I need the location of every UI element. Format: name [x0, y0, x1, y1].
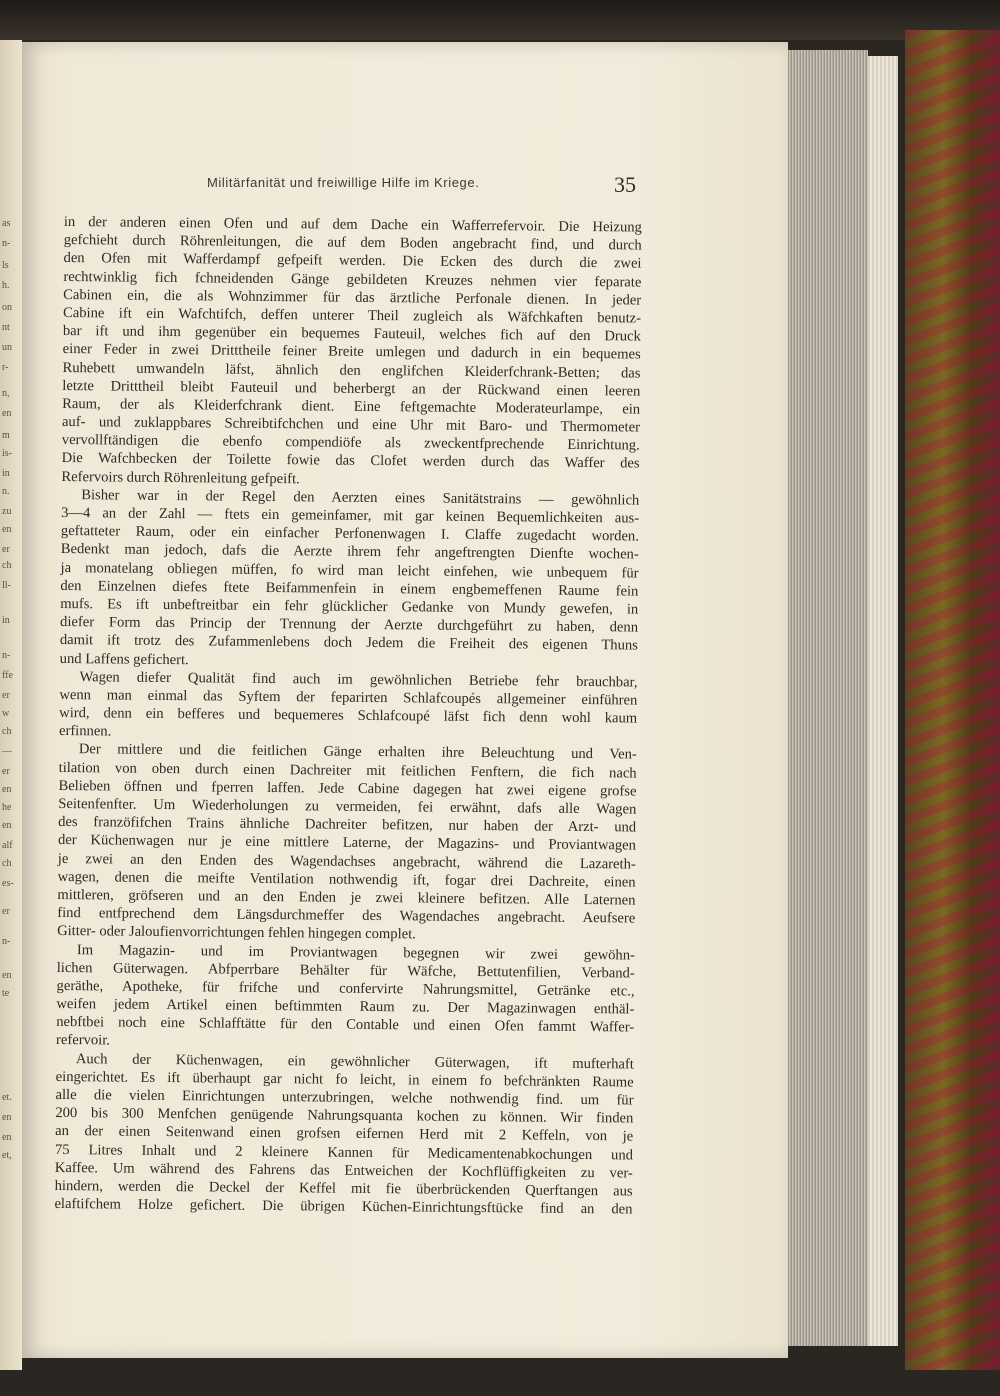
page-fore-edge-inner: [868, 56, 898, 1346]
facing-page-fragment: m: [2, 430, 10, 441]
facing-page-fragment: en: [2, 1132, 12, 1143]
text-line: mufs. Es ift unbeftreitbar ein fehr glücklicher Gedanke von Mundy gewefen, in: [60, 595, 639, 618]
facing-page-fragment: ch: [2, 560, 12, 571]
facing-page-fragment: en: [2, 970, 12, 981]
text-line: einer Feder in zwei Dritttheile feiner Breite umlegen und dadurch in ein bequemes: [62, 341, 641, 363]
facing-page-fragment: ll-: [2, 580, 11, 591]
text-line: und Laffens gefichert.: [59, 650, 189, 668]
facing-page-fragment: er: [2, 544, 10, 555]
text-line: alle die vielen Einrichtungen unterzubringen, welche nothwendig find. um für: [55, 1086, 634, 1109]
text-line: den Einzelnen diefes ftete Beifammenfein in einem engbemeffenen Raume fein: [60, 577, 639, 600]
text-line: refervoir.: [55, 1032, 111, 1049]
facing-page-fragment: on: [2, 302, 12, 313]
marbled-book-cover: [905, 30, 1000, 1370]
text-line: 75 Litres Inhalt und 2 kleinere Kannen für Medicamentenabkochungen und: [54, 1141, 634, 1164]
facing-page-fragment: un: [2, 342, 12, 353]
facing-page-fragment: n-: [2, 936, 11, 947]
facing-page-fragment: n.: [2, 486, 10, 497]
facing-page-fragment: he: [2, 802, 12, 813]
text-line: diefer Form das Princip der Trennung der Aerzte durchgeführt zu haben, denn: [59, 614, 639, 636]
text-line: rechtwinklig fich fchneidenden Gänge gebildeten Kreuzes nehmen vier feparate: [63, 268, 642, 291]
facing-page-fragment: et,: [2, 1150, 12, 1161]
text-line: Gitter- oder Jaloufienvorrichtungen fehlen hingegen complet.: [57, 923, 416, 943]
text-line: Belieben öffnen und fperren laffen. Jede Cabine dagegen hat zwei eigene grofse: [58, 777, 637, 800]
facing-page-fragment: et.: [2, 1092, 12, 1103]
text-line: wenn man einmal das Syftem der feparirten Schlafcoupés allgemeiner einführen: [59, 686, 638, 709]
text-line: des franzöfifchen Trains ähnliche Dachreiter befitzen, nur haben der Arzt- und: [58, 814, 637, 836]
text-line: an der einen Seitenwand einen grofsen eifernen Herd mit 2 Keffeln, von je: [55, 1123, 634, 1145]
page-fore-edge: [788, 50, 868, 1346]
facing-page-fragment: ffe: [2, 670, 13, 681]
text-line: Cabinen ein, die als Wohnzimmer für das ärztliche Perfonale dienen. In jeder: [63, 286, 642, 309]
text-line: Wagen diefer Qualität find auch im gewöhnlichen Betriebe fehr brauchbar,: [79, 668, 638, 691]
text-line: Die Wafchbecken der Toilette fowie das Clofet werden durch das Waffer des: [61, 450, 640, 472]
text-line: Seitenfenfter. Um Wiederholungen zu vermeiden, fei erwähnt, dafs alle Wagen: [58, 795, 637, 818]
facing-page-fragment: is-: [2, 448, 12, 459]
text-line: 200 bis 300 Menfchen genügende Nahrungsquanta kochen zu können. Wir finden: [55, 1105, 634, 1127]
text-line: Im Magazin- und im Proviantwagen begegnen wir zwei gewöhn-: [76, 941, 635, 964]
text-line: ja monatelang obliegen müffen, fo wird man leicht einfehen, wie unbequem für: [60, 559, 639, 582]
text-line: Bisher war in der Regel den Aerzten eines Sanitätstrains — gewöhnlich: [81, 486, 640, 509]
facing-page-fragment: en: [2, 784, 12, 795]
text-line: auf- und zuklappbares Schreibtifchchen und eine Uhr mit Baro- und Thermometer: [61, 414, 641, 436]
text-line: bar ift und ihm gegenüber ein bequemes Fauteuil, welches fich auf den Druck: [62, 323, 641, 345]
facing-page-fragment: es-: [2, 878, 14, 889]
facing-page-fragment: er: [2, 690, 10, 701]
page-number: 35: [614, 172, 636, 197]
text-line: hindern, werden die Deckel der Keffel mit fie überbrückenden Querftangen aus: [54, 1177, 633, 1200]
facing-page-fragment: en: [2, 1112, 12, 1123]
facing-page-fragment: te: [2, 988, 10, 999]
facing-page-fragment: in: [2, 468, 10, 479]
facing-page-edge: [0, 40, 22, 1370]
text-line: Der mittlere und die feitlichen Gänge erhalten ihre Beleuchtung und Ven-: [78, 741, 637, 763]
text-line: Raum, der als Kleiderfchrank dient. Eine feftgemachte Moderateurlampe, ein: [62, 395, 641, 418]
text-line: mittleren, gröfseren und an den Enden je zwei kleinere befitzen. Alle Laternen: [57, 886, 636, 909]
facing-page-fragment: en: [2, 820, 12, 831]
text-line: eingerichtet. Es ift überhaupt gar nicht fo leicht, in einem fo befchränkten Raume: [55, 1068, 634, 1091]
facing-page-fragment: n,: [2, 388, 10, 399]
body-text: [54, 213, 642, 1219]
facing-page-fragment: alf: [2, 840, 13, 851]
text-line: in der anderen einen Ofen und auf dem Dache ein Wafferrefervoir. Die Heizung: [63, 213, 642, 236]
text-line: Kaffee. Um während des Fahrens das Entweichen der Kochflüffigkeiten zu ver-: [54, 1159, 633, 1182]
facing-page-fragment: er: [2, 766, 10, 777]
text-line: Auch der Küchenwagen, ein gewöhnlicher Güterwagen, ift mufterhaft: [75, 1050, 634, 1073]
text-line: wird, denn ein befferes und bequemeres Schlafcoupé läfst fich denn wohl kaum: [59, 705, 638, 727]
text-line: den Ofen mit Wafferdampf gefpeift werden. Die Ecken des durch die zwei: [63, 250, 642, 272]
facing-page-fragment: ch: [2, 858, 12, 869]
text-line: weifen jedem Artikel einen beftimmten Raum zu. Der Magazinwagen enthäl-: [56, 996, 635, 1018]
text-line: elaftifchem Holze gefichert. Die übrigen Küchen-Einrichtungsftücke find an den: [54, 1196, 633, 1218]
facing-page-fragment: as: [2, 218, 11, 229]
facing-page-fragment: en: [2, 408, 12, 419]
text-line: nebftbei noch eine Schlafftätte für den Contable und einen Ofen fammt Waffer-: [56, 1014, 635, 1036]
facing-page-fragment: in: [2, 615, 10, 626]
text-line: Cabine ift ein Wafchtifch, deffen unterer Theil zugleich als Wäfchkaften benutz-: [62, 304, 642, 327]
facing-page-fragment: en: [2, 524, 12, 535]
facing-page-fragment: r-: [2, 362, 9, 373]
facing-page-fragment: nt: [2, 322, 10, 333]
facing-page-fragment: ch: [2, 726, 12, 737]
text-line: tilation von oben durch einen Dachreiter mit feitlichen Fenftern, die fich nach: [58, 759, 637, 782]
text-line: der Küchenwagen nur je eine mittlere Laterne, der Magazins- und Proviantwagen: [57, 832, 637, 854]
facing-page-fragment: er: [2, 906, 10, 917]
text-line: damit ift trotz des Zufammenlebens doch Jedem die Freiheit des eigenen Thuns: [59, 632, 638, 654]
text-line: 3—4 an der Zahl — ftets ein gemeinfamer, mit gar keinen Bequemlichkeiten aus-: [61, 504, 640, 527]
running-head: Militärfanität und freiwillige Hilfe im Kriege.: [207, 175, 480, 190]
text-line: letzte Dritttheil bleibt Fauteuil und beherbergt an der Rückwand einen leeren: [62, 377, 641, 400]
text-line: Refervoirs durch Röhrenleitung gefpeift.: [61, 468, 300, 487]
facing-page-fragment: ls: [2, 260, 9, 271]
text-line: vervollftändigen die ebenfo compendiöfe als zweckentfprechende Einrichtung.: [61, 432, 640, 454]
text-line: wagen, denen die meifte Ventilation nothwendig ift, fogar drei Dachreite, einen: [57, 868, 636, 891]
text-line: je zwei an den Enden des Wagendachses angebracht, während die Lazareth-: [57, 850, 636, 873]
scan-background-top: [0, 0, 1000, 40]
facing-page-fragment: n-: [2, 650, 11, 661]
text-line: geräthe, Apotheke, für frifche und confervirte Nahrungsmittel, Getränke etc.,: [56, 977, 635, 1000]
facing-page-fragment: w: [2, 708, 10, 719]
text-line: lichen Güterwagen. Abfperrbare Behälter für Wäfche, Bettutenfilien, Verband-: [56, 959, 635, 982]
facing-page-fragment: zu: [2, 506, 12, 517]
text-line: geftatteter Raum, oder ein einfacher Perfonenwagen I. Claffe zugedacht worden.: [60, 523, 639, 545]
text-line: gefchieht durch Röhrenleitungen, die auf dem Boden angebracht find, und durch: [63, 232, 642, 254]
text-line: Bedenkt man jedoch, dafs die Aerzte ihrem fehr angeftrengten Dienfte wochen-: [60, 541, 639, 563]
facing-page-fragment: n-: [2, 238, 11, 249]
text-line: find entfprechend dem Längsdurchmeffer des Wagendaches angebracht. Aeufsere: [57, 905, 636, 927]
facing-page-fragment: h.: [2, 280, 10, 291]
text-line: erfinnen.: [58, 723, 112, 740]
facing-page-fragment: —: [2, 746, 12, 757]
text-line: Ruhebett umwandeln läfst, ähnlich den englifchen Kleiderfchrank-Betten; das: [62, 359, 641, 382]
